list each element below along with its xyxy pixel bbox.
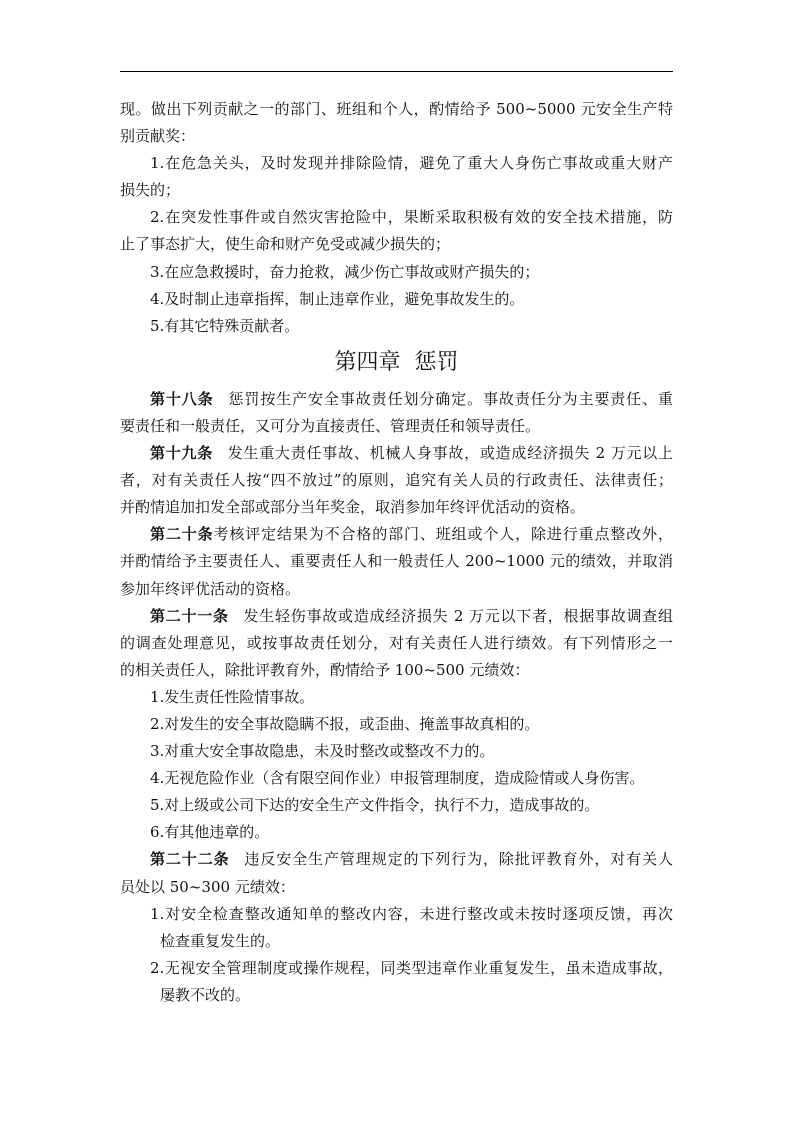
text-line: 1.在危急关头，及时发现并排除险情，避免了重大人身伤亡事故或重大财产 [150,154,673,173]
text-line: 的相关责任人，除批评教育外，酌情给予 100~500 元绩效： [120,660,530,679]
chapter-title: 第四章 惩罚 [334,349,459,375]
text-line: 发生轻伤事故或造成经济损失 2 万元以下者，根据事故调查组 [242,606,673,625]
list-item [120,901,673,955]
list-item: 6.有其他违章的。 [150,823,270,842]
article-20 [120,521,673,602]
text-line: 检查重复发生的。 [160,931,281,950]
text-line: 惩罚按生产安全事故责任划分确定。事故责任分为主要责任、重 [227,389,673,408]
list-item: 4.无视危险作业（含有限空间作业）申报管理制度，造成险情或人身伤害。 [150,769,645,788]
list-item: 1.发生责任性险情事故。 [150,687,315,706]
list-item: 2.对发生的安全事故隐瞒不报，或歪曲、掩盖事故真相的。 [150,714,540,733]
text-line: 参加年终评优活动的资格。 [120,579,301,598]
list-item [120,955,673,1009]
text-line: 并酌情追加扣发全部或部分当年奖金，取消参加年终评优活动的资格。 [120,498,586,517]
article-21 [120,603,673,847]
reward-list [120,150,673,340]
text-line: 别贡献奖： [120,127,196,146]
text-line: 止了事态扩大，使生命和财产免受或减少损失的； [120,235,451,254]
text-line: 考核评定结果为不合格的部门、班组或个人，除进行重点整改外， [213,525,673,544]
text-line: 者，对有关责任人按“四不放过”的原则，追究有关人员的行政责任、法律责任； [120,471,673,490]
text-line: 员处以 50~300 元绩效： [120,877,295,896]
text-line: 发生重大责任事故、机械人身事故，或造成经济损失 2 万元以上 [227,444,673,463]
list-item: 3.在应急救援时，奋力抢救，减少伤亡事故或财产损失的； [150,262,540,281]
article-22 [120,846,673,1009]
text-line: 损失的； [120,181,181,200]
header-rule [120,71,673,72]
list-item [120,150,673,204]
text-line: 现。做出下列贡献之一的部门、班组和个人，酌情给予 500~5000 元安全生产特 [120,100,673,118]
text-line: 2.无视安全管理制度或操作规程，同类型违章作业重复发生，虽未造成事故， [150,958,673,977]
text-line: 违反安全生产管理规定的下列行为，除批评教育外，对有关人 [243,850,673,869]
article-label: 第十九条 [150,444,214,463]
article-label: 第二十一条 [150,606,229,625]
article-18 [120,386,673,440]
text-line: 要责任和一般责任，又可分为直接责任、管理责任和领导责任。 [120,416,541,435]
article-label: 第二十条 [150,525,214,544]
list-item [120,204,673,258]
list-item: 5.有其它特殊贡献者。 [150,316,300,335]
text-line: 并酌情给予主要责任人、重要责任人和一般责任人 200~1000 元的绩效，并取消 [120,552,673,571]
text-line: 屡教不改的。 [160,985,251,1004]
text-line: 2.在突发性事件或自然灾害抢险中，果断采取积极有效的安全技术措施，防 [150,208,673,227]
document-body [120,96,673,1009]
list-item: 4.及时制止违章指挥，制止违章作业，避免事故发生的。 [150,289,525,308]
text-line: 的调查处理意见，或按事故责任划分，对有关责任人进行绩效。有下列情形之一 [120,633,673,652]
intro-paragraph [120,96,673,150]
text-line: 1.对安全检查整改通知单的整改内容，未进行整改或未按时逐项反馈，再次 [150,904,673,923]
list-item: 3.对重大安全事故隐患，未及时整改或整改不力的。 [150,742,495,761]
article-label: 第二十二条 [150,850,230,869]
list-item: 5.对上级或公司下达的安全生产文件指令，执行不力，造成事故的。 [150,796,600,815]
article-label: 第十八条 [150,389,214,408]
article-19 [120,440,673,521]
